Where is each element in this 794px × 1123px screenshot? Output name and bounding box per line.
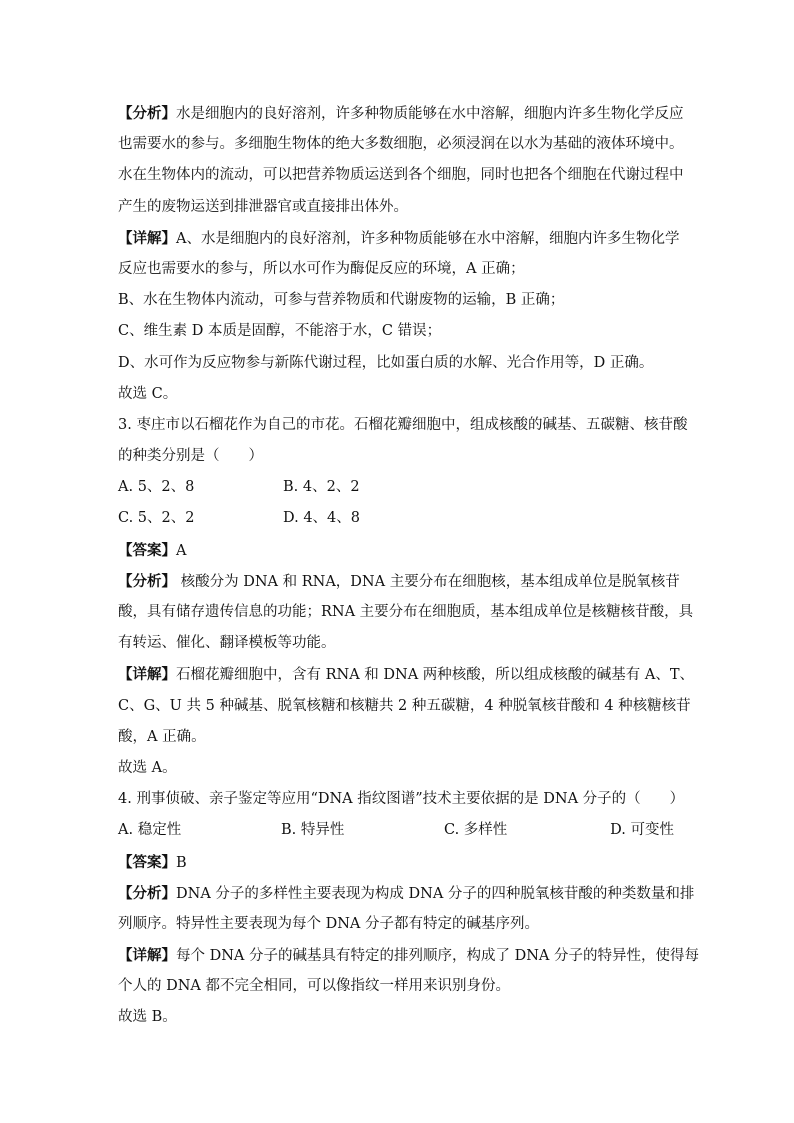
q3-stem-line-2: 的种类分别是（ ） xyxy=(118,448,263,465)
detail-tag: 【详解】 xyxy=(118,666,176,684)
q3-options-row-1 xyxy=(118,472,674,503)
q4-option-c: C. 多样性 xyxy=(444,822,508,839)
q4-detail-line-2: 个人的 DNA 都不完全相同，可以像指纹一样用来识别身份。 xyxy=(118,978,511,995)
q3-stem-line-1: 3. 枣庄市以石榴花作为自己的市花。石榴花瓣细胞中，组成核酸的碱基、五碳糖、核苷酸 xyxy=(118,416,688,433)
q2-conclusion: 故选 C。 xyxy=(118,385,178,402)
q3-detail-line-1: 【详解】石榴花瓣细胞中，含有 RNA 和 DNA 两种核酸，所以组成核酸的碱基有 A、T、 xyxy=(118,666,695,684)
q3-analysis-line-1: 【分析】 核酸分为 DNA 和 RNA，DNA 主要分布在细胞核，基本组成单位是脱氧核苷 xyxy=(118,572,680,590)
q4-answer: 【答案】B xyxy=(118,853,187,871)
analysis-tag: 【分析】 xyxy=(118,572,176,590)
q3-conclusion: 故选 A。 xyxy=(118,759,177,776)
page-content xyxy=(118,98,700,1034)
q4-option-d: D. 可变性 xyxy=(610,822,674,839)
q2-detail-line-2: 反应也需要水的参与，所以水可作为酶促反应的环境，A 正确； xyxy=(118,260,525,277)
q2-analysis-line-4: 产生的废物运送到排泄器官或直接排出体外。 xyxy=(118,198,408,215)
q2-detail-line-1: 【详解】A、水是细胞内的良好溶剂，许多种物质能够在水中溶解，细胞内许多生物化学 xyxy=(118,229,680,247)
detail-tag: 【详解】 xyxy=(118,947,176,965)
q3-answer: 【答案】A xyxy=(118,541,187,559)
q2-analysis-line-3: 水在生物体内的流动，可以把营养物质运送到各个细胞，同时也把各个细胞在代谢过程中 xyxy=(118,167,684,184)
q4-options-row xyxy=(118,815,674,846)
q4-analysis-line-1: 【分析】DNA 分子的多样性主要表现为构成 DNA 分子的四种脱氧核苷酸的种类数量和排 xyxy=(118,884,695,902)
q4-detail-line-1: 【详解】每个 DNA 分子的碱基具有特定的排列顺序，构成了 DNA 分子的特异性，使得每 xyxy=(118,947,700,965)
q4-option-b: B. 特异性 xyxy=(281,822,345,839)
answer-tag: 【答案】 xyxy=(118,541,176,559)
q2-analysis-line-2: 也需要水的参与。多细胞生物体的绝大多数细胞，必须浸润在以水为基础的液体环境中。 xyxy=(118,136,684,153)
q2-analysis-line-1: 【分析】水是细胞内的良好溶剂，许多种物质能够在水中溶解，细胞内许多生物化学反应 xyxy=(118,105,684,122)
q3-options-row-2 xyxy=(118,503,674,534)
analysis-tag: 【分析】 xyxy=(118,884,176,902)
q3-option-a: A. 5、2、8 xyxy=(118,479,195,496)
q3-detail-line-3: 酸，A 正确。 xyxy=(118,728,206,745)
q2-detail-line-4: C、维生素 D 本质是固醇，不能溶于水，C 错误； xyxy=(118,323,442,340)
detail-tag: 【详解】 xyxy=(118,229,176,247)
q4-stem: 4. 刑事侦破、亲子鉴定等应用“DNA 指纹图谱”技术主要依据的是 DNA 分子的（ ） xyxy=(118,791,685,808)
q4-analysis-line-2: 列顺序。特异性主要表现为每个 DNA 分子都有特定的碱基序列。 xyxy=(118,915,540,932)
q3-option-c: C. 5、2、2 xyxy=(118,510,195,527)
analysis-tag: 【分析】 xyxy=(118,105,176,122)
q2-detail-line-3: B、水在生物体内流动，可参与营养物质和代谢废物的运输，B 正确； xyxy=(118,292,565,309)
q3-option-b: B. 4、2、2 xyxy=(283,479,360,496)
answer-tag: 【答案】 xyxy=(118,853,176,871)
q3-detail-line-2: C、G、U 共 5 种碱基、脱氧核糖和核糖共 2 种五碳糖，4 种脱氧核苷酸和 4 种核糖核苷 xyxy=(118,697,691,714)
q4-option-a: A. 稳定性 xyxy=(118,822,182,839)
q3-analysis-line-3: 有转运、催化、翻译模板等功能。 xyxy=(118,635,336,652)
q2-detail-line-5: D、水可作为反应物参与新陈代谢过程，比如蛋白质的水解、光合作用等，D 正确。 xyxy=(118,354,654,371)
q3-option-d: D. 4、4、8 xyxy=(283,510,361,527)
q3-analysis-line-2: 酸，具有储存遗传信息的功能；RNA 主要分布在细胞质，基本组成单位是核糖核苷酸，具 xyxy=(118,604,694,620)
q4-conclusion: 故选 B。 xyxy=(118,1009,177,1026)
